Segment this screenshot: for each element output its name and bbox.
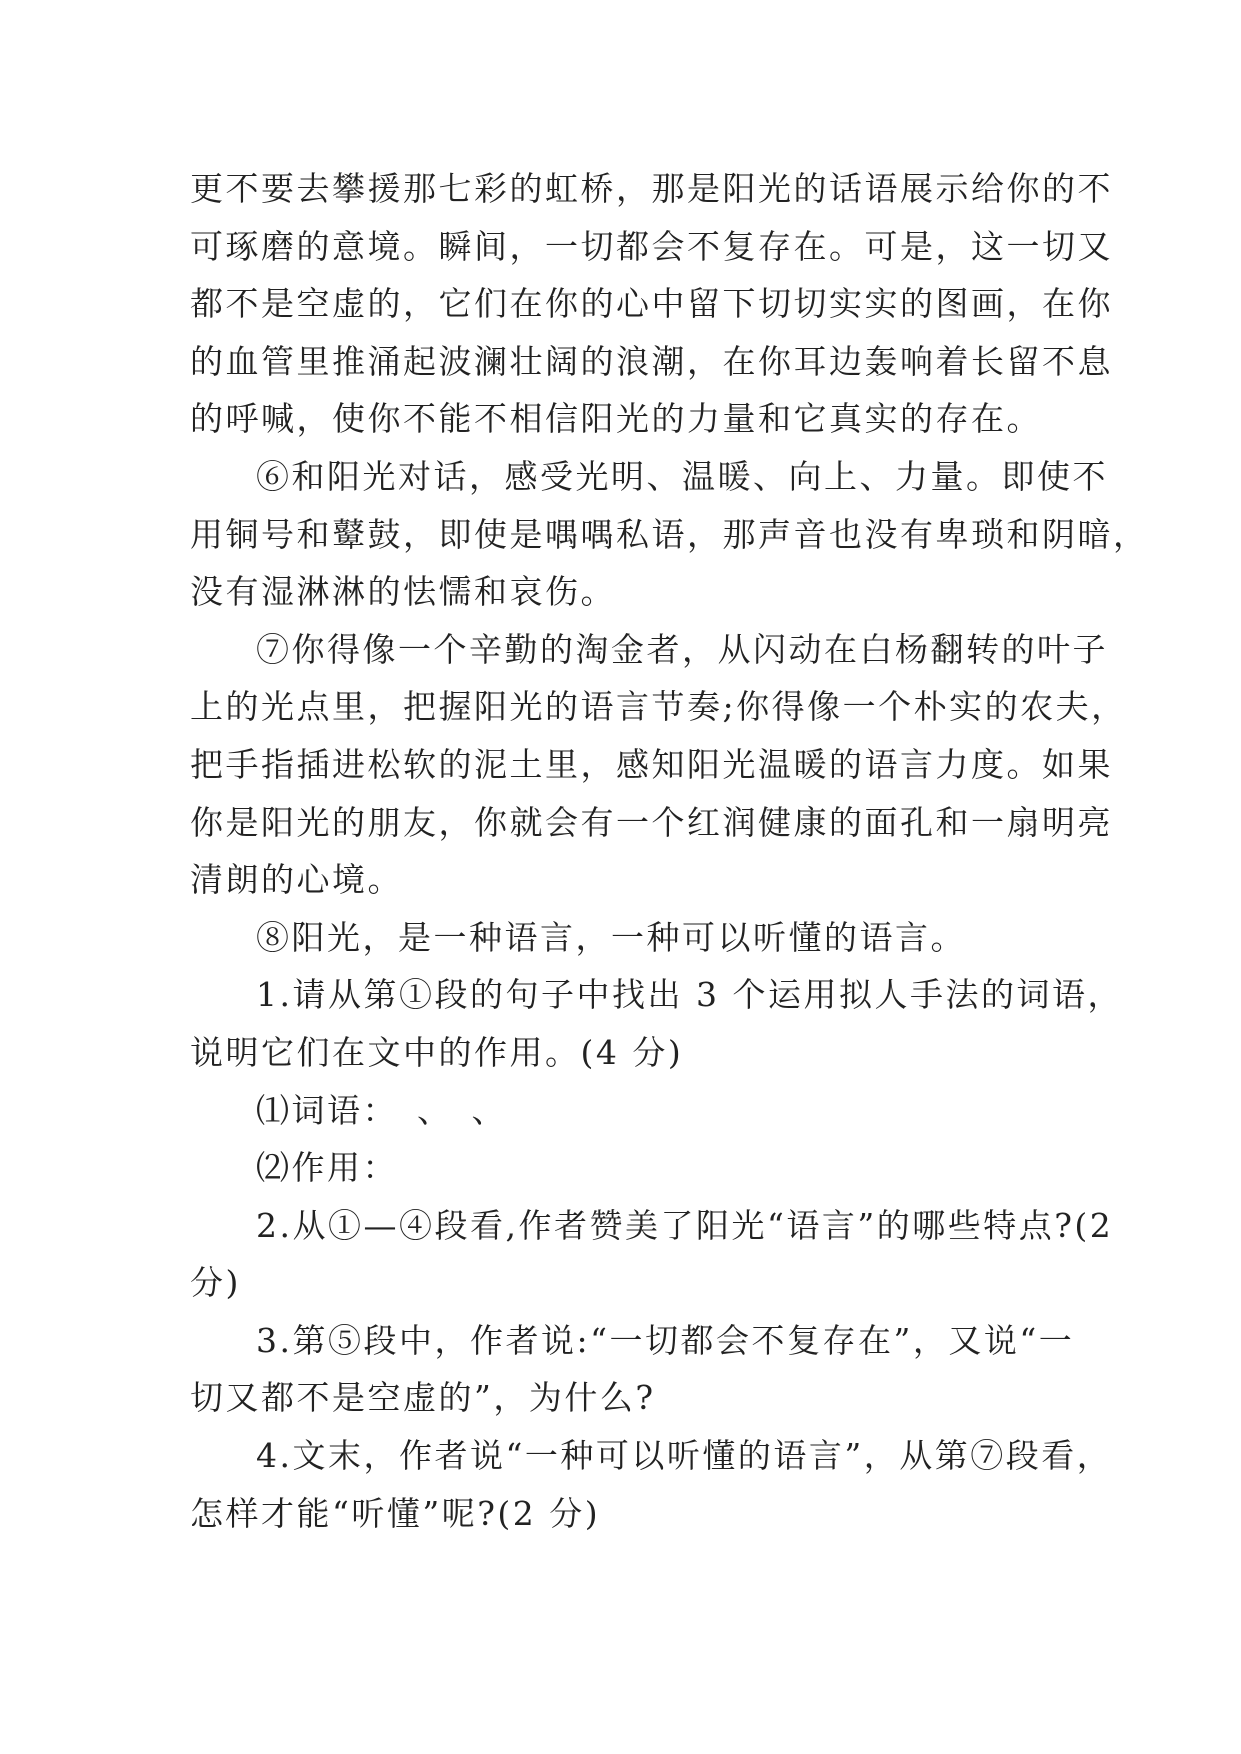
text-line: 3.第⑤段中，作者说:“一切都会不复存在”，又说“一 <box>256 1320 1075 1360</box>
text-line: 都不是空虚的，它们在你的心中留下切切实实的图画，在你 <box>190 284 1113 324</box>
text-line: 清朗的心境。 <box>190 860 403 900</box>
text-line: 的血管里推涌起波澜壮阔的浪潮，在你耳边轰响着长留不息 <box>190 341 1113 381</box>
text-line: 2.从①—④段看,作者赞美了阳光“语言”的哪些特点?(2 <box>256 1205 1114 1245</box>
paragraph-5 <box>190 966 1123 1081</box>
text-line: 4.文末，作者说“一种可以听懂的语言”，从第⑦段看， <box>256 1436 1113 1476</box>
text-line: 没有湿淋淋的怯懦和哀伤。 <box>190 572 616 612</box>
text-line: 切又都不是空虚的”，为什么? <box>190 1378 656 1418</box>
text-line: 说明它们在文中的作用。(4 分) <box>190 1032 684 1072</box>
text-line: 的呼喊，使你不能不相信阳光的力量和它真实的存在。 <box>190 399 1042 439</box>
text-line: 把手指插进松软的泥土里，感知阳光温暖的语言力度。如果 <box>190 744 1113 784</box>
text-line: ⑦你得像一个辛勤的淘金者，从闪动在白杨翻转的叶子 <box>256 629 1108 669</box>
text-line: 更不要去攀援那七彩的虹桥，那是阳光的话语展示给你的不 <box>190 169 1113 208</box>
paragraph-7 <box>190 1139 1060 1197</box>
text-line: 分) <box>190 1263 241 1303</box>
paragraph-6 <box>190 1082 1060 1140</box>
paragraph-4 <box>190 909 1060 967</box>
document-page <box>190 160 1149 1542</box>
text-line: ⑵作用： <box>256 1148 398 1188</box>
text-line: 你是阳光的朋友，你就会有一个红润健康的面孔和一扇明亮 <box>190 802 1113 842</box>
text-line: ⑧阳光，是一种语言，一种可以听懂的语言。 <box>256 917 966 957</box>
text-line: 怎样才能“听懂”呢?(2 分) <box>190 1493 601 1533</box>
text-line: 用铜号和鼙鼓，即使是喁喁私语，那声音也没有卑琐和阴暗， <box>190 514 1149 554</box>
paragraph-3 <box>190 621 1127 909</box>
text-line: 1.请从第①段的句子中找出 3 个运用拟人手法的词语， <box>256 975 1123 1015</box>
paragraph-10 <box>190 1427 1113 1542</box>
paragraph-8 <box>190 1197 1114 1312</box>
text-line: ⑥和阳光对话，感受光明、温暖、向上、力量。即使不 <box>256 456 1108 496</box>
paragraph-9 <box>190 1312 1075 1427</box>
paragraph-2 <box>190 448 1149 621</box>
text-line: 上的光点里，把握阳光的语言节奏;你得像一个朴实的农夫， <box>190 687 1127 727</box>
text-line: 可琢磨的意境。瞬间，一切都会不复存在。可是，这一切又 <box>190 226 1113 266</box>
text-line: ⑴词语： 、 、 <box>256 1090 507 1130</box>
paragraph-1 <box>190 160 1113 448</box>
